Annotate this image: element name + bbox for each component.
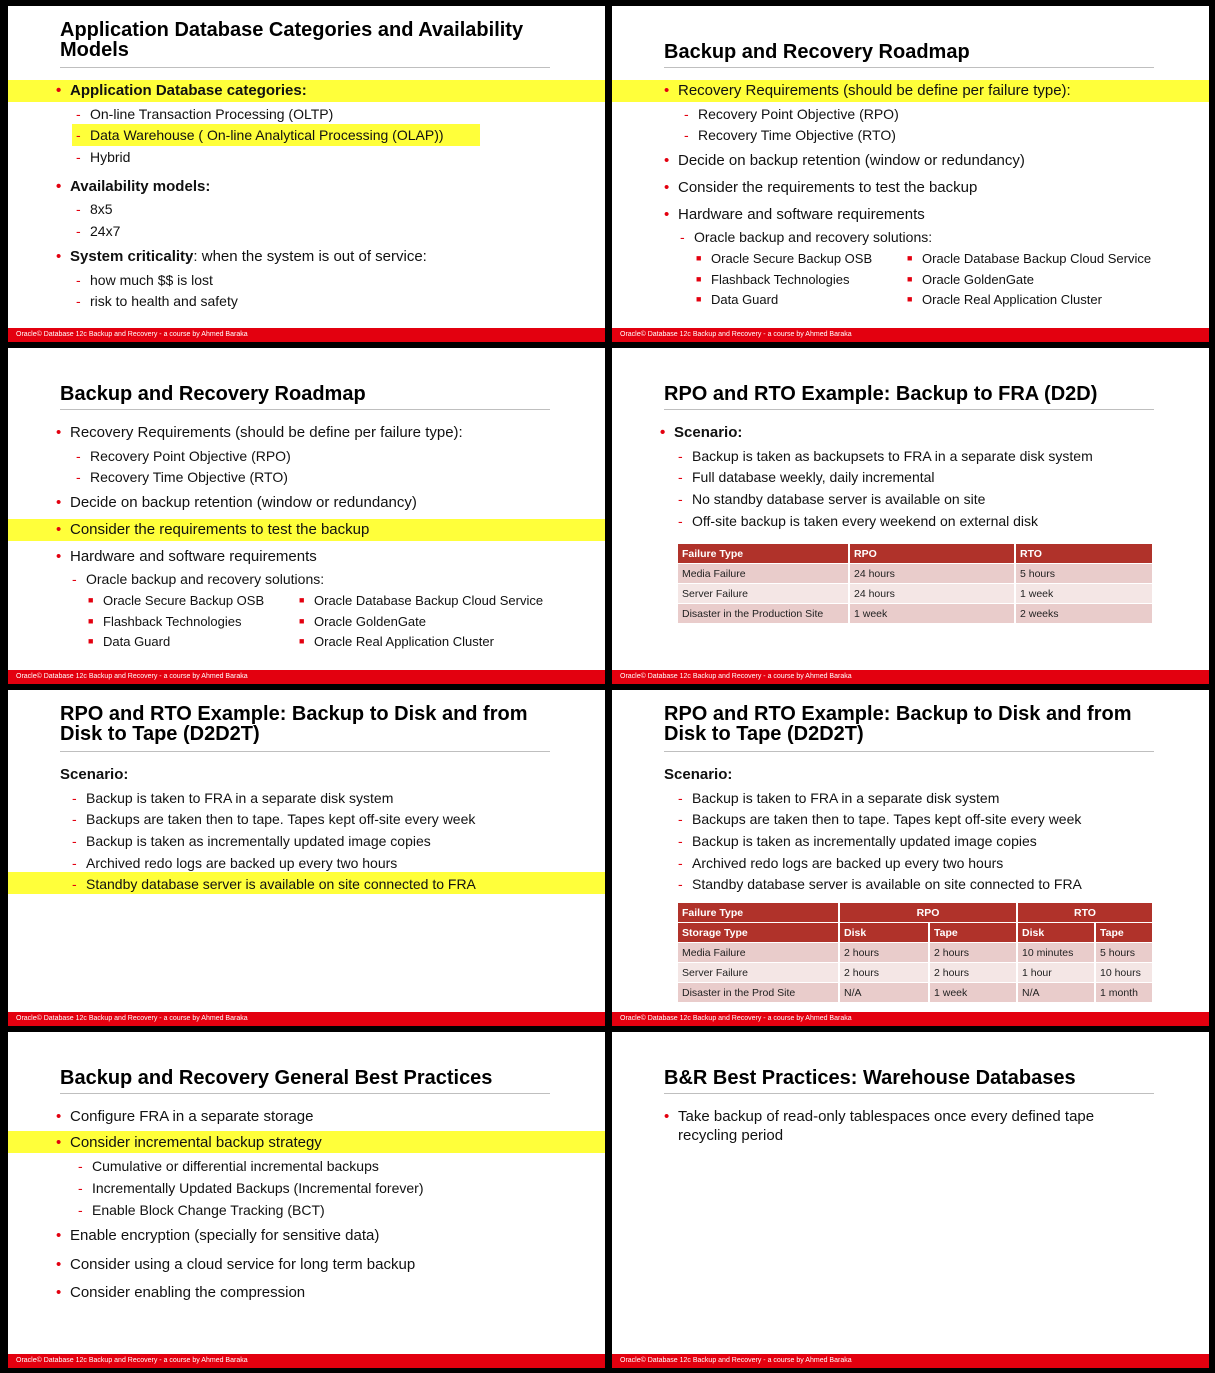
table-header-cell: Disk	[1017, 923, 1095, 943]
table-row	[678, 963, 1153, 983]
list-item: - Oracle backup and recovery solutions:	[680, 229, 933, 245]
list-item: • Availability models:	[56, 178, 211, 195]
scenario-heading: • Scenario:	[660, 424, 743, 441]
slide-1	[8, 6, 605, 342]
table-cell: 24 hours	[849, 584, 1015, 604]
list-item: - 8x5	[76, 201, 113, 217]
list-item: • Consider the requirements to test the backup	[664, 179, 978, 196]
list-item: - Backups are taken then to tape. Tapes kept off-site every week	[678, 811, 1082, 827]
list-item-continuation: recycling period	[678, 1127, 784, 1144]
list-item: - Standby database server is available on site connected to FRA	[678, 876, 1082, 892]
list-item: - Backup is taken as backupsets to FRA in a separate disk system	[678, 448, 1093, 464]
list-item: - how much $$ is lost	[76, 272, 213, 288]
slide-5	[8, 690, 605, 1026]
list-item: ■ Flashback Technologies	[696, 272, 850, 287]
table-cell: 2 hours	[839, 943, 929, 963]
list-item: - Hybrid	[76, 149, 131, 165]
slide-footer: Oracle© Database 12c Backup and Recovery - a course by Ahmed Baraka	[8, 1354, 605, 1368]
slide-title: B&R Best Practices: Warehouse Databases	[664, 1067, 1076, 1089]
list-item: - No standby database server is available on site	[678, 491, 986, 507]
slide-title: Backup and Recovery General Best Practices	[60, 1067, 493, 1089]
table-cell: 10 hours	[1095, 963, 1153, 983]
list-item: ■ Data Guard	[88, 634, 171, 649]
scenario-heading: Scenario:	[664, 766, 733, 783]
table-row	[678, 983, 1153, 1003]
list-item: ■ Oracle GoldenGate	[907, 272, 1035, 287]
table-row	[678, 604, 1153, 624]
list-item: • Consider using a cloud service for long term backup	[56, 1256, 416, 1273]
list-item: - Data Warehouse ( On-line Analytical Processing (OLAP))	[76, 127, 444, 143]
slide-7	[8, 1032, 605, 1368]
slide-footer: Oracle© Database 12c Backup and Recovery - a course by Ahmed Baraka	[612, 328, 1209, 342]
title-rule	[664, 751, 1154, 752]
table-cell: 2 weeks	[1015, 604, 1153, 624]
list-item: - Cumulative or differential incremental backups	[78, 1158, 379, 1174]
list-item: ■ Oracle Secure Backup OSB	[696, 251, 873, 266]
table-header-row	[678, 903, 1153, 923]
list-item: • Consider enabling the compression	[56, 1284, 306, 1301]
list-item: - risk to health and safety	[76, 293, 238, 309]
table-cell: 24 hours	[849, 564, 1015, 584]
list-item: - Off-site backup is taken every weekend on external disk	[678, 513, 1039, 529]
table-row	[678, 943, 1153, 963]
table-header-cell: RTO	[1015, 544, 1153, 564]
list-item: - Standby database server is available on site connected to FRA	[72, 876, 476, 892]
list-item: - Recovery Time Objective (RTO)	[76, 469, 288, 485]
table-header-cell: Failure Type	[678, 544, 849, 564]
list-item: • Recovery Requirements (should be define per failure type):	[56, 424, 463, 441]
list-item: ■ Oracle Database Backup Cloud Service	[299, 593, 544, 608]
table-header-cell: Failure Type	[678, 903, 839, 923]
list-item: - On-line Transaction Processing (OLTP)	[76, 106, 334, 122]
slide-title: RPO and RTO Example: Backup to FRA (D2D)	[664, 383, 1098, 405]
scenario-heading: Scenario:	[60, 766, 129, 783]
list-item: - Recovery Time Objective (RTO)	[684, 127, 896, 143]
table-header-cell: Storage Type	[678, 923, 839, 943]
list-item: • Consider incremental backup strategy	[56, 1134, 322, 1151]
slide-title: RPO and RTO Example: Backup to Disk and from Disk to Tape (D2D2T)	[664, 703, 1132, 745]
table-header-cell: Tape	[1095, 923, 1153, 943]
title-rule	[60, 409, 550, 410]
table-header-cell: RTO	[1017, 903, 1153, 923]
table-cell: Server Failure	[678, 963, 839, 983]
list-item: - Backup is taken as incrementally updated image copies	[678, 833, 1037, 849]
list-item: - Backup is taken as incrementally updated image copies	[72, 833, 431, 849]
table-cell: 5 hours	[1015, 564, 1153, 584]
table-cell: 1 month	[1095, 983, 1153, 1003]
list-item: - Archived redo logs are backed up every two hours	[678, 855, 1004, 871]
list-item: - Backup is taken to FRA in a separate disk system	[678, 790, 1000, 806]
list-item: - Full database weekly, daily incremental	[678, 469, 935, 485]
title-rule	[60, 1093, 550, 1094]
list-item: - Enable Block Change Tracking (BCT)	[78, 1202, 325, 1218]
title-rule	[60, 751, 550, 752]
list-item: - Incrementally Updated Backups (Incremental forever)	[78, 1180, 424, 1196]
list-item: - Archived redo logs are backed up every two hours	[72, 855, 398, 871]
list-item: ■ Oracle Database Backup Cloud Service	[907, 251, 1152, 266]
list-item: - Recovery Point Objective (RPO)	[684, 106, 899, 122]
table-header-cell: RPO	[849, 544, 1015, 564]
list-item: • Take backup of read-only tablespaces once every defined tape	[664, 1108, 1095, 1125]
list-item: • System criticality: when the system is out of service:	[56, 248, 427, 265]
table-cell: Media Failure	[678, 943, 839, 963]
list-item: • Application Database categories:	[56, 82, 307, 99]
table-header-cell: Tape	[929, 923, 1017, 943]
table-cell: 10 minutes	[1017, 943, 1095, 963]
table-cell: N/A	[839, 983, 929, 1003]
list-item: - Backups are taken then to tape. Tapes kept off-site every week	[72, 811, 476, 827]
slide-footer: Oracle© Database 12c Backup and Recovery - a course by Ahmed Baraka	[612, 1354, 1209, 1368]
slide-title: RPO and RTO Example: Backup to Disk and from Disk to Tape (D2D2T)	[60, 703, 528, 745]
slide-footer: Oracle© Database 12c Backup and Recovery - a course by Ahmed Baraka	[8, 1012, 605, 1026]
table-cell: 2 hours	[929, 963, 1017, 983]
table-header-cell: RPO	[839, 903, 1017, 923]
slide-footer: Oracle© Database 12c Backup and Recovery - a course by Ahmed Baraka	[8, 670, 605, 684]
table-cell: 1 week	[849, 604, 1015, 624]
list-item: ■ Flashback Technologies	[88, 614, 242, 629]
list-item: ■ Oracle Real Application Cluster	[299, 634, 494, 649]
list-item: • Recovery Requirements (should be define per failure type):	[664, 82, 1071, 99]
slide-2	[612, 6, 1209, 342]
table-row	[678, 584, 1153, 604]
table-row	[678, 564, 1153, 584]
rpo-rto-table	[678, 544, 1154, 624]
slide-3	[8, 348, 605, 684]
table-cell: 2 hours	[839, 963, 929, 983]
list-item: • Decide on backup retention (window or redundancy)	[664, 152, 1025, 169]
list-item: - Backup is taken to FRA in a separate disk system	[72, 790, 394, 806]
table-header-row	[678, 923, 1153, 943]
list-item: - Recovery Point Objective (RPO)	[76, 448, 291, 464]
list-item: • Configure FRA in a separate storage	[56, 1108, 314, 1125]
list-item: • Hardware and software requirements	[664, 206, 925, 223]
slide-6	[612, 690, 1209, 1026]
table-cell: Media Failure	[678, 564, 849, 584]
list-item: • Hardware and software requirements	[56, 548, 317, 565]
slide-footer: Oracle© Database 12c Backup and Recovery - a course by Ahmed Baraka	[8, 328, 605, 342]
slide-title: Application Database Categories and Availability Models	[60, 19, 524, 61]
table-header-cell: Disk	[839, 923, 929, 943]
table-cell: Disaster in the Prod Site	[678, 983, 839, 1003]
slide-8	[612, 1032, 1209, 1368]
table-header-row	[678, 544, 1153, 564]
rpo-rto-table	[678, 903, 1154, 1003]
list-item: ■ Oracle GoldenGate	[299, 614, 427, 629]
table-cell: 1 week	[1015, 584, 1153, 604]
slide-footer: Oracle© Database 12c Backup and Recovery - a course by Ahmed Baraka	[612, 1012, 1209, 1026]
list-item: ■ Data Guard	[696, 292, 779, 307]
title-rule	[664, 1093, 1154, 1094]
table-cell: 1 hour	[1017, 963, 1095, 983]
table-cell: N/A	[1017, 983, 1095, 1003]
title-rule	[664, 409, 1154, 410]
list-item: ■ Oracle Real Application Cluster	[907, 292, 1102, 307]
list-item: • Enable encryption (specially for sensitive data)	[56, 1227, 380, 1244]
list-item: - Oracle backup and recovery solutions:	[72, 571, 325, 587]
list-item: ■ Oracle Secure Backup OSB	[88, 593, 265, 608]
table-cell: 1 week	[929, 983, 1017, 1003]
slide-title: Backup and Recovery Roadmap	[664, 41, 970, 63]
title-rule	[60, 67, 550, 68]
slide-4	[612, 348, 1209, 684]
slide-title: Backup and Recovery Roadmap	[60, 383, 366, 405]
table-cell: Server Failure	[678, 584, 849, 604]
list-item: • Consider the requirements to test the backup	[56, 521, 370, 538]
list-item: - 24x7	[76, 223, 121, 239]
list-item: • Decide on backup retention (window or redundancy)	[56, 494, 417, 511]
table-cell: Disaster in the Production Site	[678, 604, 849, 624]
title-rule	[664, 67, 1154, 68]
table-cell: 5 hours	[1095, 943, 1153, 963]
slide-footer: Oracle© Database 12c Backup and Recovery - a course by Ahmed Baraka	[612, 670, 1209, 684]
table-cell: 2 hours	[929, 943, 1017, 963]
